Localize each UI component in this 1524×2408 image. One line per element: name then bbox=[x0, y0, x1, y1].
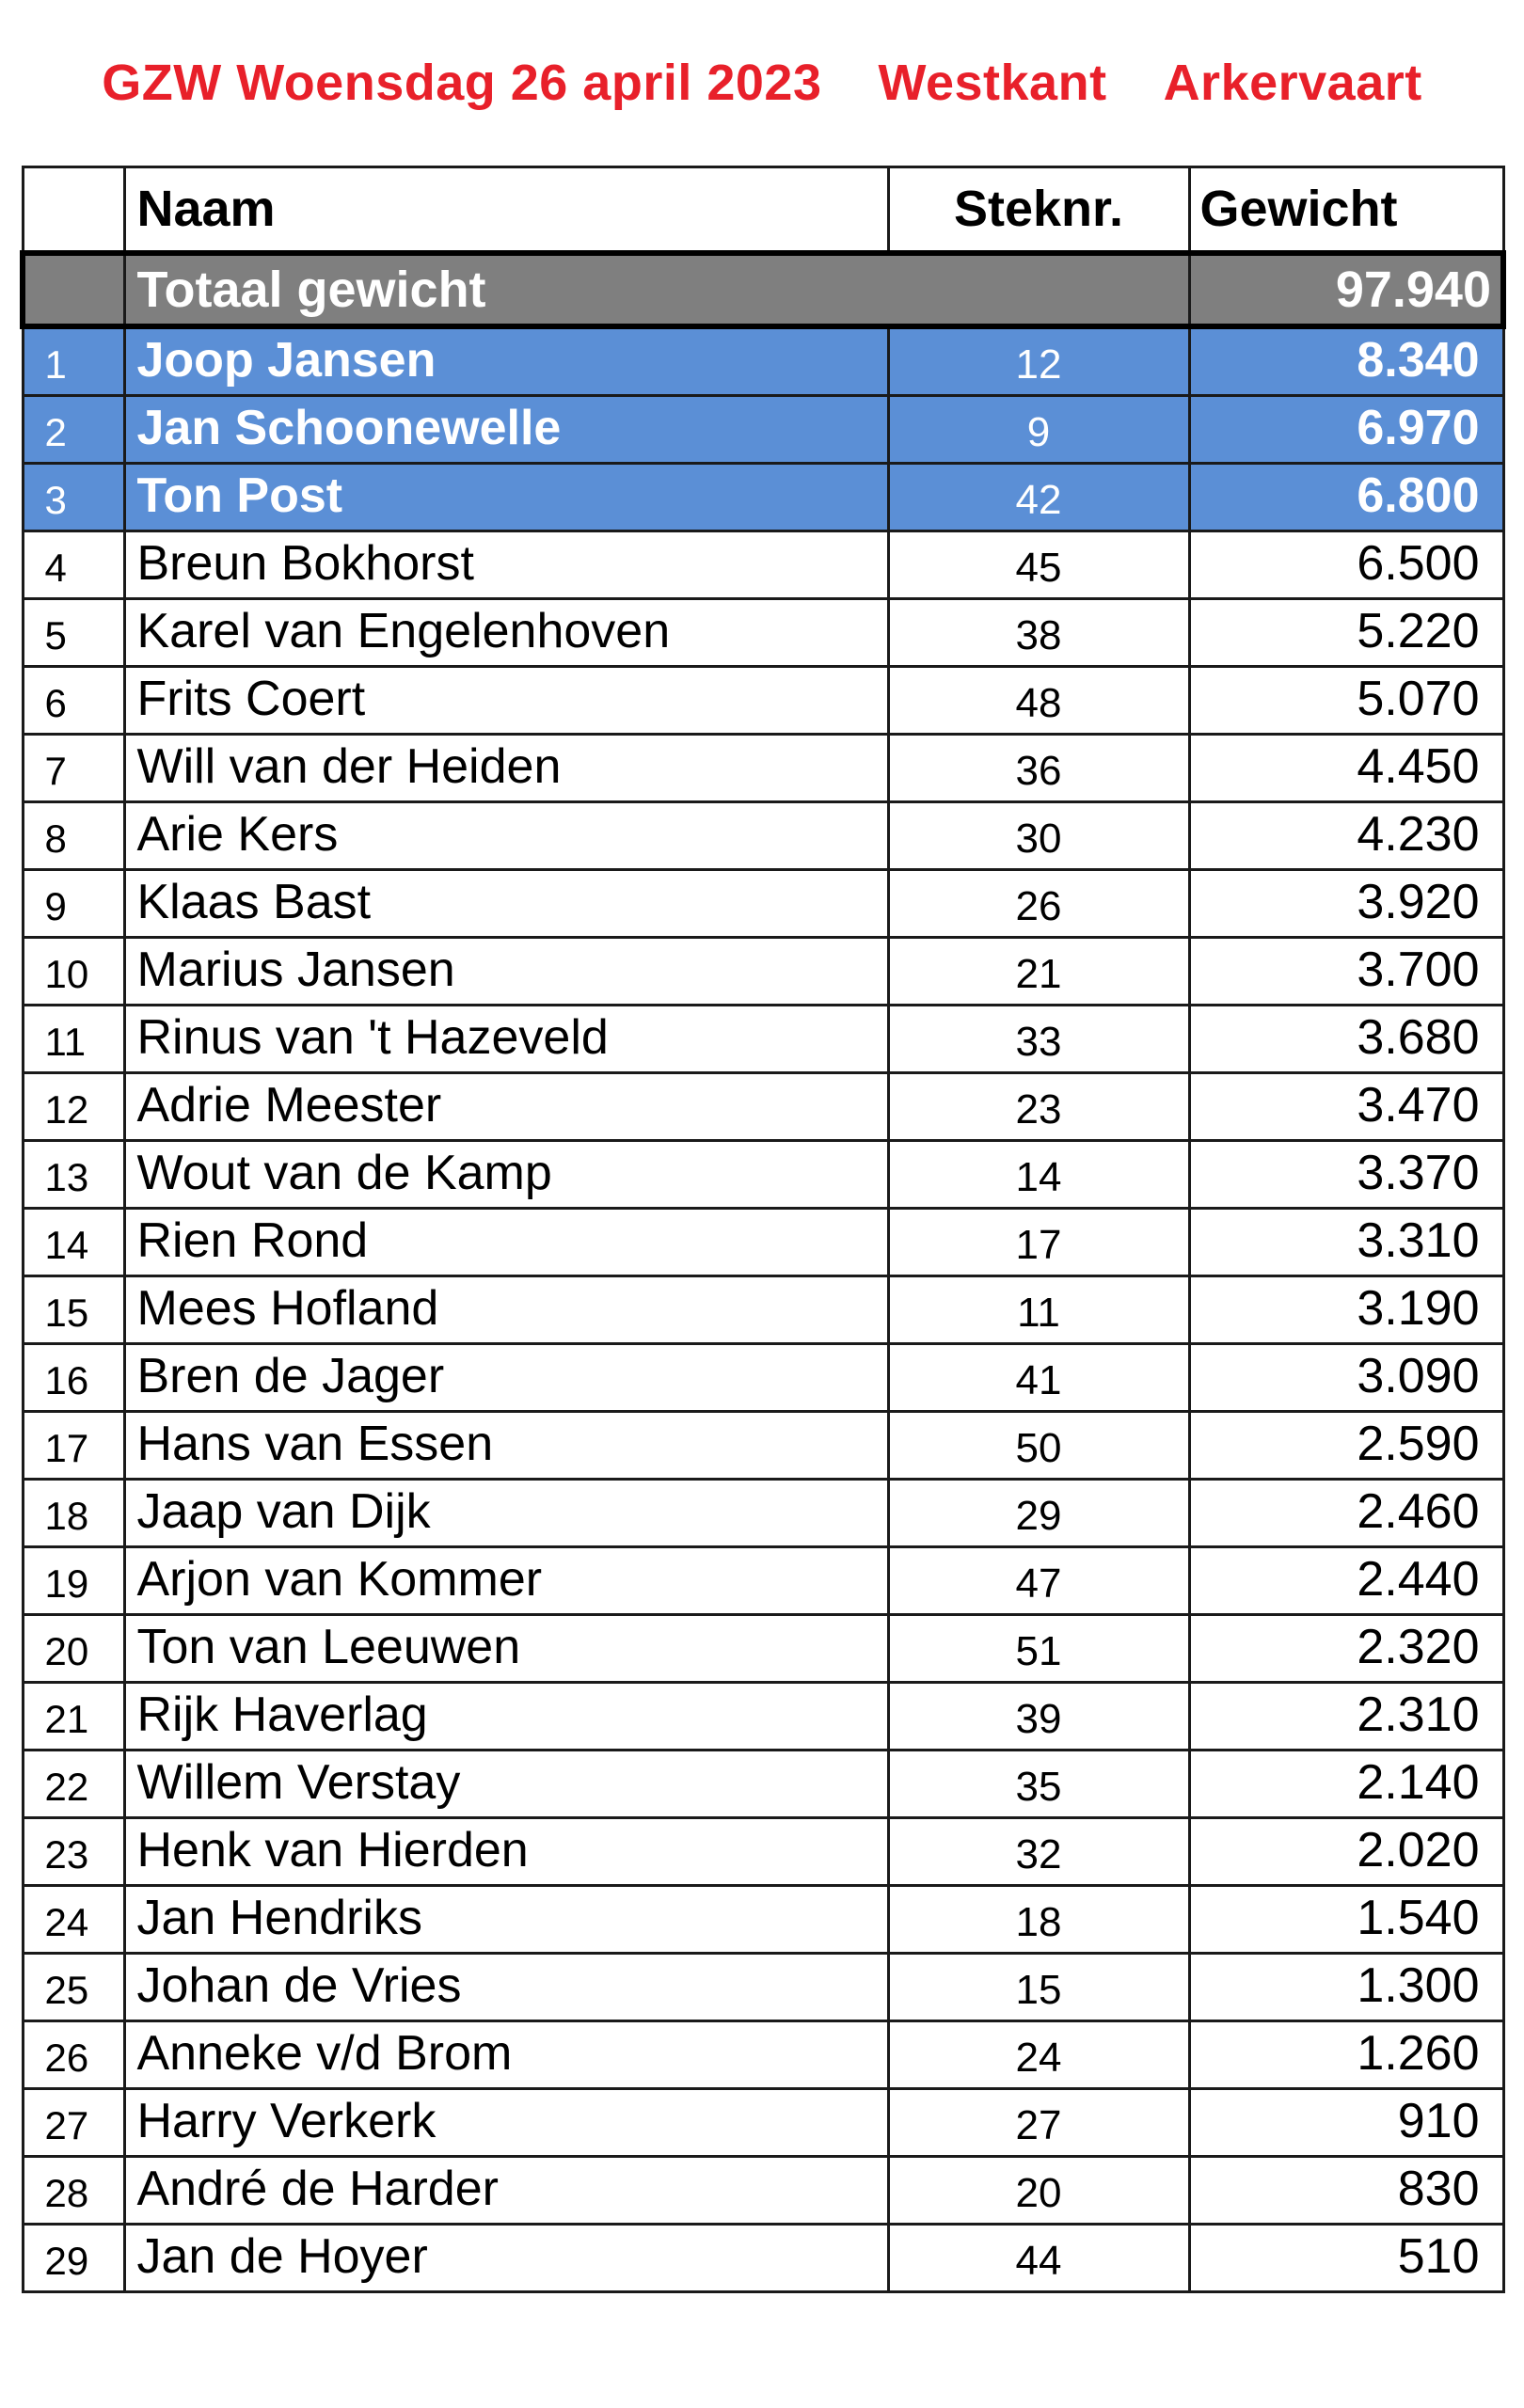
name-cell: Ton Post bbox=[124, 464, 888, 531]
rank-cell: 6 bbox=[23, 667, 124, 735]
gewicht-cell: 3.310 bbox=[1189, 1209, 1503, 1276]
name-cell: André de Harder bbox=[124, 2157, 888, 2225]
name-cell: Rinus van 't Hazeveld bbox=[124, 1006, 888, 1073]
table-row bbox=[23, 1073, 1503, 1141]
rank-cell: 28 bbox=[23, 2157, 124, 2225]
steknr-cell: 23 bbox=[888, 1073, 1189, 1141]
gewicht-cell: 4.230 bbox=[1189, 802, 1503, 870]
table-row bbox=[23, 464, 1503, 531]
gewicht-cell: 4.450 bbox=[1189, 735, 1503, 802]
table-row bbox=[23, 1818, 1503, 1886]
table-row bbox=[23, 1615, 1503, 1683]
name-cell: Klaas Bast bbox=[124, 870, 888, 938]
rank-cell: 3 bbox=[23, 464, 124, 531]
name-cell: Willem Verstay bbox=[124, 1751, 888, 1818]
rank-cell: 23 bbox=[23, 1818, 124, 1886]
gewicht-cell: 5.220 bbox=[1189, 599, 1503, 667]
name-cell: Arjon van Kommer bbox=[124, 1547, 888, 1615]
steknr-cell: 32 bbox=[888, 1818, 1189, 1886]
table-row bbox=[23, 396, 1503, 464]
steknr-cell: 50 bbox=[888, 1412, 1189, 1480]
rank-cell: 10 bbox=[23, 938, 124, 1006]
table-row bbox=[23, 2225, 1503, 2292]
title-event-date: GZW Woensdag 26 april 2023 bbox=[102, 55, 822, 111]
steknr-cell: 18 bbox=[888, 1886, 1189, 1954]
rank-cell: 21 bbox=[23, 1683, 124, 1751]
name-cell: Arie Kers bbox=[124, 802, 888, 870]
name-cell: Rijk Haverlag bbox=[124, 1683, 888, 1751]
gewicht-cell: 6.500 bbox=[1189, 531, 1503, 599]
name-cell: Bren de Jager bbox=[124, 1344, 888, 1412]
name-cell: Jaap van Dijk bbox=[124, 1480, 888, 1547]
table-row bbox=[23, 1751, 1503, 1818]
rank-cell: 7 bbox=[23, 735, 124, 802]
rank-cell: 27 bbox=[23, 2089, 124, 2157]
steknr-cell: 15 bbox=[888, 1954, 1189, 2021]
table-row bbox=[23, 2021, 1503, 2089]
gewicht-cell: 1.260 bbox=[1189, 2021, 1503, 2089]
steknr-cell: 39 bbox=[888, 1683, 1189, 1751]
table-row bbox=[23, 1480, 1503, 1547]
steknr-cell: 45 bbox=[888, 531, 1189, 599]
table-row bbox=[23, 326, 1503, 396]
gewicht-cell: 3.470 bbox=[1189, 1073, 1503, 1141]
gewicht-cell: 2.320 bbox=[1189, 1615, 1503, 1683]
header-steknr: Steknr. bbox=[888, 167, 1189, 254]
rank-cell: 9 bbox=[23, 870, 124, 938]
name-cell: Mees Hofland bbox=[124, 1276, 888, 1344]
table-row bbox=[23, 667, 1503, 735]
name-cell: Will van der Heiden bbox=[124, 735, 888, 802]
steknr-cell: 14 bbox=[888, 1141, 1189, 1209]
steknr-cell: 35 bbox=[888, 1751, 1189, 1818]
header-gewicht: Gewicht bbox=[1189, 167, 1503, 254]
name-cell: Breun Bokhorst bbox=[124, 531, 888, 599]
name-cell: Henk van Hierden bbox=[124, 1818, 888, 1886]
steknr-cell: 41 bbox=[888, 1344, 1189, 1412]
steknr-cell: 11 bbox=[888, 1276, 1189, 1344]
rank-cell: 14 bbox=[23, 1209, 124, 1276]
gewicht-cell: 2.020 bbox=[1189, 1818, 1503, 1886]
gewicht-cell: 2.460 bbox=[1189, 1480, 1503, 1547]
steknr-cell: 27 bbox=[888, 2089, 1189, 2157]
gewicht-cell: 1.540 bbox=[1189, 1886, 1503, 1954]
rank-cell: 4 bbox=[23, 531, 124, 599]
rank-cell: 19 bbox=[23, 1547, 124, 1615]
gewicht-cell: 830 bbox=[1189, 2157, 1503, 2225]
name-cell: Anneke v/d Brom bbox=[124, 2021, 888, 2089]
rank-cell: 29 bbox=[23, 2225, 124, 2292]
gewicht-cell: 2.140 bbox=[1189, 1751, 1503, 1818]
total-rank-cell bbox=[23, 253, 124, 326]
name-cell: Harry Verkerk bbox=[124, 2089, 888, 2157]
name-cell: Jan Hendriks bbox=[124, 1886, 888, 1954]
gewicht-cell: 2.310 bbox=[1189, 1683, 1503, 1751]
rank-cell: 17 bbox=[23, 1412, 124, 1480]
rank-cell: 16 bbox=[23, 1344, 124, 1412]
gewicht-cell: 910 bbox=[1189, 2089, 1503, 2157]
steknr-cell: 42 bbox=[888, 464, 1189, 531]
rank-cell: 13 bbox=[23, 1141, 124, 1209]
gewicht-cell: 8.340 bbox=[1189, 326, 1503, 396]
steknr-cell: 51 bbox=[888, 1615, 1189, 1683]
name-cell: Hans van Essen bbox=[124, 1412, 888, 1480]
steknr-cell: 24 bbox=[888, 2021, 1189, 2089]
gewicht-cell: 3.700 bbox=[1189, 938, 1503, 1006]
table-row bbox=[23, 1683, 1503, 1751]
table-row bbox=[23, 938, 1503, 1006]
table-row bbox=[23, 1886, 1503, 1954]
name-cell: Jan Schoonewelle bbox=[124, 396, 888, 464]
rank-cell: 20 bbox=[23, 1615, 124, 1683]
steknr-cell: 21 bbox=[888, 938, 1189, 1006]
rank-cell: 26 bbox=[23, 2021, 124, 2089]
gewicht-cell: 5.070 bbox=[1189, 667, 1503, 735]
title-side: Westkant bbox=[878, 55, 1107, 111]
name-cell: Frits Coert bbox=[124, 667, 888, 735]
gewicht-cell: 6.800 bbox=[1189, 464, 1503, 531]
gewicht-cell: 3.190 bbox=[1189, 1276, 1503, 1344]
table-row bbox=[23, 1006, 1503, 1073]
header-row bbox=[23, 167, 1503, 254]
gewicht-cell: 3.920 bbox=[1189, 870, 1503, 938]
steknr-cell: 9 bbox=[888, 396, 1189, 464]
name-cell: Joop Jansen bbox=[124, 326, 888, 396]
table-row bbox=[23, 1547, 1503, 1615]
gewicht-cell: 3.370 bbox=[1189, 1141, 1503, 1209]
table-row bbox=[23, 870, 1503, 938]
steknr-cell: 26 bbox=[888, 870, 1189, 938]
rank-cell: 25 bbox=[23, 1954, 124, 2021]
steknr-cell: 44 bbox=[888, 2225, 1189, 2292]
steknr-cell: 47 bbox=[888, 1547, 1189, 1615]
steknr-cell: 36 bbox=[888, 735, 1189, 802]
table-row bbox=[23, 2157, 1503, 2225]
name-cell: Wout van de Kamp bbox=[124, 1141, 888, 1209]
table-row bbox=[23, 599, 1503, 667]
gewicht-cell: 2.440 bbox=[1189, 1547, 1503, 1615]
steknr-cell: 20 bbox=[888, 2157, 1189, 2225]
title-location: Arkervaart bbox=[1163, 55, 1422, 111]
header-rank bbox=[23, 167, 124, 254]
name-cell: Adrie Meester bbox=[124, 1073, 888, 1141]
name-cell: Karel van Engelenhoven bbox=[124, 599, 888, 667]
gewicht-cell: 2.590 bbox=[1189, 1412, 1503, 1480]
gewicht-cell: 1.300 bbox=[1189, 1954, 1503, 2021]
rank-cell: 12 bbox=[23, 1073, 124, 1141]
gewicht-cell: 3.090 bbox=[1189, 1344, 1503, 1412]
name-cell: Johan de Vries bbox=[124, 1954, 888, 2021]
table-row bbox=[23, 735, 1503, 802]
rank-cell: 15 bbox=[23, 1276, 124, 1344]
rank-cell: 2 bbox=[23, 396, 124, 464]
steknr-cell: 38 bbox=[888, 599, 1189, 667]
rank-cell: 8 bbox=[23, 802, 124, 870]
table-row bbox=[23, 1209, 1503, 1276]
steknr-cell: 30 bbox=[888, 802, 1189, 870]
steknr-cell: 33 bbox=[888, 1006, 1189, 1073]
total-value: 97.940 bbox=[1189, 253, 1503, 326]
total-row bbox=[23, 253, 1503, 326]
rank-cell: 11 bbox=[23, 1006, 124, 1073]
name-cell: Marius Jansen bbox=[124, 938, 888, 1006]
name-cell: Rien Rond bbox=[124, 1209, 888, 1276]
rank-cell: 18 bbox=[23, 1480, 124, 1547]
header-name: Naam bbox=[124, 167, 888, 254]
rank-cell: 5 bbox=[23, 599, 124, 667]
steknr-cell: 48 bbox=[888, 667, 1189, 735]
table-row bbox=[23, 531, 1503, 599]
gewicht-cell: 3.680 bbox=[1189, 1006, 1503, 1073]
steknr-cell: 29 bbox=[888, 1480, 1189, 1547]
table-row bbox=[23, 1954, 1503, 2021]
total-label: Totaal gewicht bbox=[124, 253, 1189, 326]
rank-cell: 22 bbox=[23, 1751, 124, 1818]
steknr-cell: 12 bbox=[888, 326, 1189, 396]
results-table bbox=[20, 166, 1506, 2293]
gewicht-cell: 510 bbox=[1189, 2225, 1503, 2292]
table-row bbox=[23, 1141, 1503, 1209]
table-row bbox=[23, 802, 1503, 870]
gewicht-cell: 6.970 bbox=[1189, 396, 1503, 464]
rank-cell: 1 bbox=[23, 326, 124, 396]
name-cell: Ton van Leeuwen bbox=[124, 1615, 888, 1683]
page-title bbox=[0, 45, 1524, 120]
steknr-cell: 17 bbox=[888, 1209, 1189, 1276]
name-cell: Jan de Hoyer bbox=[124, 2225, 888, 2292]
table-row bbox=[23, 1412, 1503, 1480]
table-row bbox=[23, 1344, 1503, 1412]
rank-cell: 24 bbox=[23, 1886, 124, 1954]
table-row bbox=[23, 2089, 1503, 2157]
table-row bbox=[23, 1276, 1503, 1344]
